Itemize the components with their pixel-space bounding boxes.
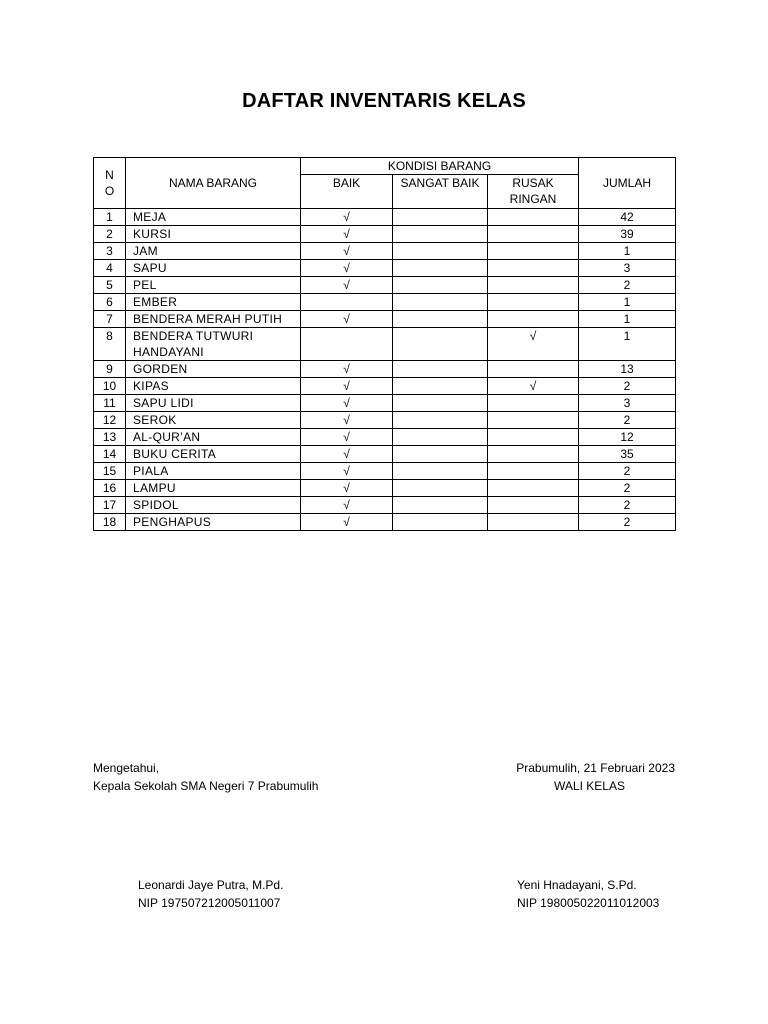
row-jumlah: 42 (579, 209, 676, 226)
row-sangat-baik (393, 429, 488, 446)
row-jumlah: 2 (579, 378, 676, 395)
row-jumlah: 3 (579, 260, 676, 277)
row-baik: √ (301, 429, 393, 446)
table-row (94, 226, 676, 243)
row-jumlah: 1 (579, 311, 676, 328)
signature-right-block (517, 876, 659, 912)
signature-left-nip: NIP 197507212005011007 (138, 896, 281, 910)
row-rusak-ringan: √ (488, 378, 579, 395)
row-baik: √ (301, 463, 393, 480)
row-name: JAM (126, 243, 301, 260)
row-baik (301, 328, 393, 361)
row-rusak-ringan (488, 260, 579, 277)
header-name: NAMA BARANG (126, 158, 301, 209)
row-no: 7 (94, 311, 126, 328)
table-row (94, 480, 676, 497)
row-name: LAMPU (126, 480, 301, 497)
row-name: EMBER (126, 294, 301, 311)
signature-right-nip: NIP 198005022011012003 (517, 896, 660, 910)
signature-right-heading (502, 759, 675, 795)
row-sangat-baik (393, 446, 488, 463)
row-jumlah: 1 (579, 328, 676, 361)
row-baik (301, 294, 393, 311)
row-no: 10 (94, 378, 126, 395)
row-sangat-baik (393, 226, 488, 243)
row-no: 8 (94, 328, 126, 361)
row-no: 9 (94, 361, 126, 378)
row-sangat-baik (393, 463, 488, 480)
header-rusak-ringan (488, 175, 579, 209)
row-sangat-baik (393, 361, 488, 378)
row-name-line1: BENDERA TUTWURI (133, 329, 254, 343)
header-no-line1: N (105, 168, 114, 182)
row-jumlah: 2 (579, 412, 676, 429)
row-jumlah: 13 (579, 361, 676, 378)
table-row (94, 260, 676, 277)
table-row (94, 209, 676, 226)
table-row (94, 378, 676, 395)
row-rusak-ringan: √ (488, 328, 579, 361)
signature-left-name: Leonardi Jaye Putra, M.Pd. (138, 878, 284, 892)
row-sangat-baik (393, 412, 488, 429)
row-sangat-baik (393, 209, 488, 226)
row-baik: √ (301, 395, 393, 412)
header-condition-group: KONDISI BARANG (301, 158, 579, 175)
table-row (94, 328, 676, 361)
row-sangat-baik (393, 260, 488, 277)
inventory-table (93, 157, 676, 531)
row-rusak-ringan (488, 395, 579, 412)
table-row (94, 446, 676, 463)
row-sangat-baik (393, 378, 488, 395)
row-no: 5 (94, 277, 126, 294)
row-jumlah: 3 (579, 395, 676, 412)
row-name: BENDERA MERAH PUTIH (126, 311, 301, 328)
signature-left-line1: Mengetahui, (93, 761, 160, 775)
row-no: 4 (94, 260, 126, 277)
row-rusak-ringan (488, 226, 579, 243)
row-jumlah: 1 (579, 294, 676, 311)
row-name-line2: HANDAYANI (133, 345, 204, 359)
signature-right-line2: WALI KELAS (554, 779, 625, 793)
row-name: GORDEN (126, 361, 301, 378)
row-rusak-ringan (488, 277, 579, 294)
row-rusak-ringan (488, 412, 579, 429)
row-no: 17 (94, 497, 126, 514)
signature-left-block (138, 876, 283, 912)
header-baik: BAIK (301, 175, 393, 209)
row-no: 14 (94, 446, 126, 463)
row-rusak-ringan (488, 446, 579, 463)
row-rusak-ringan (488, 429, 579, 446)
row-rusak-ringan (488, 294, 579, 311)
row-no: 1 (94, 209, 126, 226)
row-rusak-ringan (488, 480, 579, 497)
row-sangat-baik (393, 480, 488, 497)
row-baik: √ (301, 497, 393, 514)
row-sangat-baik (393, 294, 488, 311)
row-jumlah: 2 (579, 514, 676, 531)
row-name: SAPU (126, 260, 301, 277)
row-name: SPIDOL (126, 497, 301, 514)
row-no: 6 (94, 294, 126, 311)
row-rusak-ringan (488, 311, 579, 328)
table-row (94, 361, 676, 378)
table-row (94, 277, 676, 294)
row-rusak-ringan (488, 243, 579, 260)
row-no: 3 (94, 243, 126, 260)
document-title: DAFTAR INVENTARIS KELAS (242, 90, 526, 112)
row-sangat-baik (393, 311, 488, 328)
row-jumlah: 12 (579, 429, 676, 446)
signature-right-name: Yeni Hnadayani, S.Pd. (517, 878, 637, 892)
row-name (126, 328, 301, 361)
table-row (94, 463, 676, 480)
row-name: BUKU CERITA (126, 446, 301, 463)
header-rusak-ringan-line2: RINGAN (509, 192, 557, 206)
table-row (94, 311, 676, 328)
row-no: 13 (94, 429, 126, 446)
row-name: SEROK (126, 412, 301, 429)
row-jumlah: 1 (579, 243, 676, 260)
row-no: 15 (94, 463, 126, 480)
row-jumlah: 2 (579, 463, 676, 480)
row-rusak-ringan (488, 514, 579, 531)
row-rusak-ringan (488, 361, 579, 378)
table-row (94, 497, 676, 514)
row-baik: √ (301, 480, 393, 497)
row-jumlah: 2 (579, 277, 676, 294)
row-baik: √ (301, 378, 393, 395)
row-baik: √ (301, 311, 393, 328)
header-rusak-ringan-line1: RUSAK (512, 176, 554, 190)
row-rusak-ringan (488, 209, 579, 226)
inventory-table-body (94, 209, 676, 531)
row-baik: √ (301, 260, 393, 277)
row-name: PIALA (126, 463, 301, 480)
row-baik: √ (301, 361, 393, 378)
row-sangat-baik (393, 277, 488, 294)
row-sangat-baik (393, 514, 488, 531)
row-name: MEJA (126, 209, 301, 226)
row-sangat-baik (393, 395, 488, 412)
row-baik: √ (301, 412, 393, 429)
row-baik: √ (301, 243, 393, 260)
header-jumlah: JUMLAH (579, 158, 676, 209)
row-no: 12 (94, 412, 126, 429)
row-jumlah: 2 (579, 480, 676, 497)
row-rusak-ringan (488, 463, 579, 480)
row-jumlah: 35 (579, 446, 676, 463)
row-baik: √ (301, 209, 393, 226)
row-name: PEL (126, 277, 301, 294)
table-row (94, 412, 676, 429)
row-sangat-baik (393, 243, 488, 260)
row-name: PENGHAPUS (126, 514, 301, 531)
signature-right-line1: Prabumulih, 21 Februari 2023 (516, 761, 675, 775)
header-sangat-baik: SANGAT BAIK (393, 175, 488, 209)
row-jumlah: 2 (579, 497, 676, 514)
row-no: 18 (94, 514, 126, 531)
row-name: KIPAS (126, 378, 301, 395)
row-no: 16 (94, 480, 126, 497)
row-no: 2 (94, 226, 126, 243)
row-jumlah: 39 (579, 226, 676, 243)
table-row (94, 429, 676, 446)
row-baik: √ (301, 226, 393, 243)
row-baik: √ (301, 514, 393, 531)
table-row (94, 395, 676, 412)
row-no: 11 (94, 395, 126, 412)
table-row (94, 294, 676, 311)
row-baik: √ (301, 277, 393, 294)
header-no (94, 158, 126, 209)
row-name: SAPU LIDI (126, 395, 301, 412)
table-row (94, 243, 676, 260)
signature-left-heading (93, 759, 318, 795)
row-baik: √ (301, 446, 393, 463)
signature-left-line2: Kepala Sekolah SMA Negeri 7 Prabumulih (93, 779, 319, 793)
row-rusak-ringan (488, 497, 579, 514)
header-no-line2: O (104, 184, 115, 198)
row-name: KURSI (126, 226, 301, 243)
row-name: AL-QUR’AN (126, 429, 301, 446)
row-sangat-baik (393, 328, 488, 361)
table-row (94, 514, 676, 531)
row-sangat-baik (393, 497, 488, 514)
